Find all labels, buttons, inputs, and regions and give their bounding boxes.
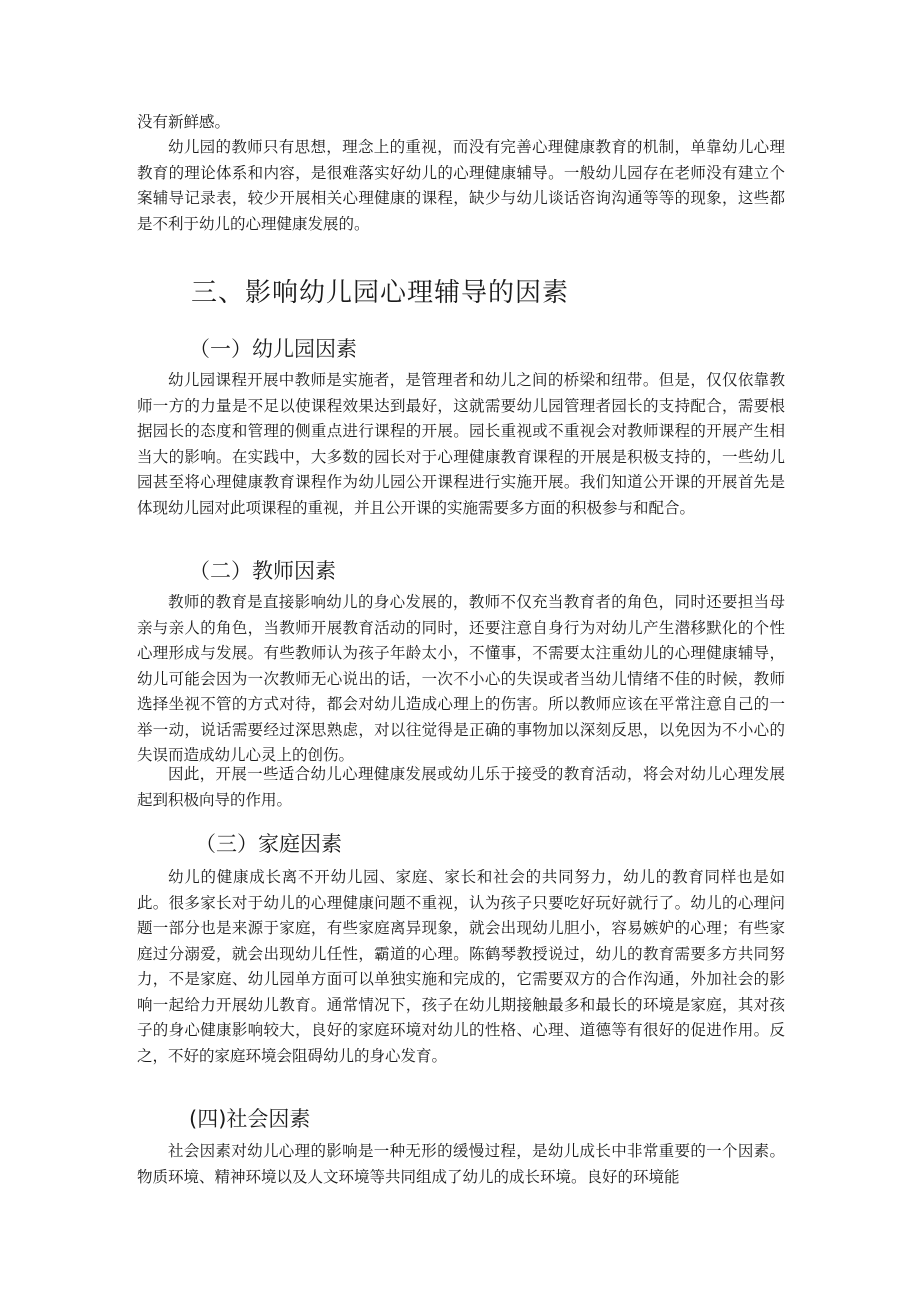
- subheading-social-factors: (四)社会因素: [189, 1107, 311, 1131]
- paragraph-mechanism: 幼儿园的教师只有思想，理念上的重视，而没有完善心理健康教育的机制，单靠幼儿心理教育的理论体系和内容，是很难落实好幼儿的心理健康辅导。一般幼儿园存在老师没有建立个案辅导记录表，较少开展相关心理健康的课程，缺少与幼儿谈话咨询沟通等等的现象，这些都是不利于幼儿的心理健康发展的。: [137, 138, 785, 233]
- paragraph-continuation: 没有新鲜感。: [137, 113, 231, 131]
- paragraph-teacher-factors: 教师的教育是直接影响幼儿的身心发展的，教师不仅充当教育者的角色，同时还要担当母亲与亲人的角色，当教师开展教育活动的同时，还要注意自身行为对幼儿产生潜移默化的个性心理形成与发展。有些教师认为孩子年龄太小，不懂事，不需要太注重幼儿的心理健康辅导，幼儿可能会因为一次教师无心说出的话，一次不小心的失误或者当幼儿情绪不佳的时候，教师选择坐视不管的方式对待，都会对幼儿造成心理上的伤害。所以教师应该在平常注意自己的一举一动，说话需要经过深思熟虑，对以往觉得是正确的事物加以深刻反思，以免因为不小心的失误而造成幼儿心灵上的创伤。: [137, 593, 785, 764]
- subheading-teacher-factors: （二）教师因素: [189, 559, 336, 583]
- paragraph-conclusion: 因此，开展一些适合幼儿心理健康发展或幼儿乐于接受的教育活动，将会对幼儿心理发展起到积极向导的作用。: [137, 765, 785, 809]
- subheading-kindergarten-factors: （一）幼儿园因素: [189, 337, 357, 361]
- paragraph-kindergarten-factors: 幼儿园课程开展中教师是实施者，是管理者和幼儿之间的桥梁和纽带。但是，仅仅依靠教师一方的力量是不足以使课程效果达到最好，这就需要幼儿园管理者园长的支持配合，需要根据园长的态度和管理的侧重点进行课程的开展。园长重视或不重视会对教师课程的开展产生相当大的影响。在实践中，大多数的园长对于心理健康教育课程的开展是积极支持的，一些幼儿园甚至将心理健康教育课程作为幼儿园公开课程进行实施开展。我们知道公开课的开展首先是体现幼儿园对此项课程的重视，并且公开课的实施需要多方面的积极参与和配合。: [137, 371, 785, 517]
- section-heading-3: 三、影响幼儿园心理辅导的因素: [191, 278, 570, 308]
- paragraph-social-factors: 社会因素对幼儿心理的影响是一种无形的缓慢过程，是幼儿成长中非常重要的一个因素。物质环境、精神环境以及人文环境等共同组成了幼儿的成长环境。良好的环境能: [137, 1142, 785, 1186]
- subheading-family-factors: （三）家庭因素: [195, 832, 342, 856]
- paragraph-family-factors: 幼儿的健康成长离不开幼儿园、家庭、家长和社会的共同努力，幼儿的教育同样也是如此。很多家长对于幼儿的心理健康问题不重视，认为孩子只要吃好玩好就行了。幼儿的心理问题一部分也是来源于家庭，有些家庭离异现象，就会出现幼儿胆小，容易嫉妒的心理；有些家庭过分溺爱，就会出现幼儿任性，霸道的心理。陈鹤琴教授说过，幼儿的教育需要多方共同努力，不是家庭、幼儿园单方面可以单独实施和完成的，它需要双方的合作沟通，外加社会的影响一起给力开展幼儿教育。通常情况下，孩子在幼儿期接触最多和最长的环境是家庭，其对孩子的身心健康影响较大，良好的家庭环境对幼儿的性格、心理、道德等有很好的促进作用。反之，不好的家庭环境会阻碍幼儿的身心发育。: [137, 868, 785, 1065]
